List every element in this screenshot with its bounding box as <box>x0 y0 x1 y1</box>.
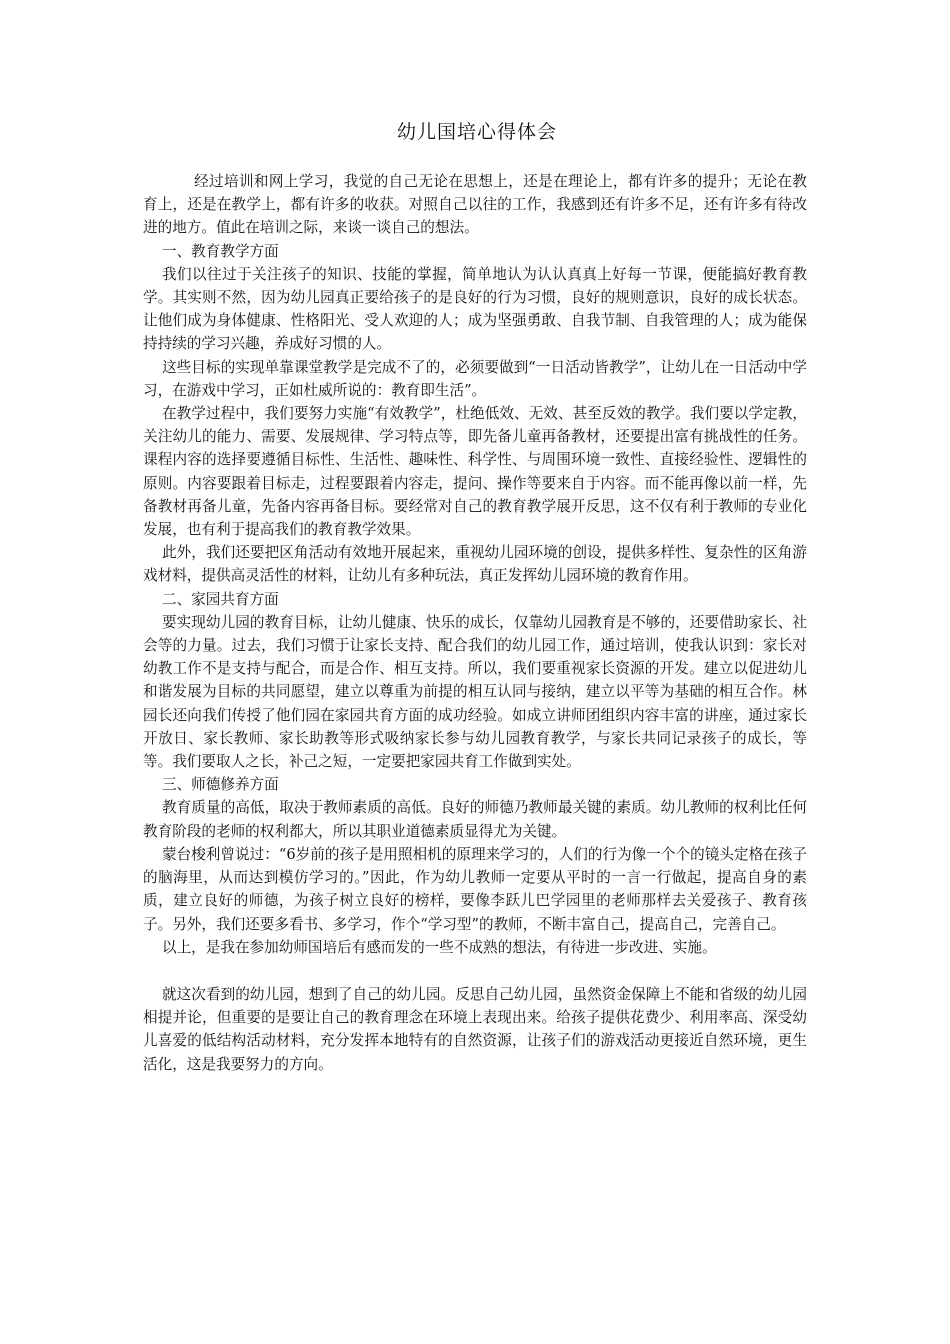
paragraph-gap <box>143 959 807 983</box>
document-body <box>143 170 807 1076</box>
paragraph: 蒙台梭利曾说过：“6岁前的孩子是用照相机的原理来学习的，人们的行为像一个个的镜头定格在孩子的脑海里，从而达到模仿学习的。”因此，作为幼儿教师一定要从平时的一言一行做起，提高自身的素质，建立良好的师德，为孩子树立良好的榜样，要像李跃儿巴学园里的老师那样去关爱孩子、教育孩子。另外，我们还要多看书、多学习，作个“学习型”的教师，不断丰富自己，提高自己，完善自己。 <box>143 845 807 933</box>
paragraph: 在教学过程中，我们要努力实施“有效教学”，杜绝低效、无效、甚至反效的教学。我们要以学定教，关注幼儿的能力、需要、发展规律、学习特点等，即先备儿童再备教材，还要提出富有挑战性的任务。课程内容的选择要遵循目标性、生活性、趣味性、科学性、与周围环境一致性、直接经验性、逻辑性的原则。内容要跟着目标走，过程要跟着内容走，提问、操作等要来自于内容。而不能再像以前一样，先备教材再备儿童，先备内容再备目标。要经常对自己的教育教学展开反思，这不仅有利于教师的专业化发展，也有利于提高我们的教育教学效果。 <box>143 405 807 539</box>
paragraph: 这些目标的实现单靠课堂教学是完成不了的，必须要做到“一日活动皆教学”，让幼儿在一日活动中学习，在游戏中学习，正如杜威所说的：教育即生活”。 <box>143 358 807 399</box>
paragraph: 教育质量的高低，取决于教师素质的高低。良好的师德乃教师最关键的素质。幼儿教师的权利比任何教育阶段的老师的权利都大，所以其职业道德素质显得尤为关键。 <box>143 799 807 840</box>
document-page <box>143 118 807 1076</box>
paragraph: 要实现幼儿园的教育目标，让幼儿健康、快乐的成长，仅靠幼儿园教育是不够的，还要借助家长、社会等的力量。过去，我们习惯于让家长支持、配合我们的幼儿园工作，通过培训，使我认识到：家长对幼教工作不是支持与配合，而是合作、相互支持。所以，我们要重视家长资源的开发。建立以促进幼儿和谐发展为目标的共同愿望，建立以尊重为前提的相互认同与接纳，建立以平等为基础的相互合作。林园长还向我们传授了他们园在家园共育方面的成功经验。如成立讲师团组织内容丰富的讲座，通过家长开放日、家长教师、家长助教等形式吸纳家长参与幼儿园教育教学，与家长共同记录孩子的成长，等等。我们要取人之长，补己之短，一定要把家园共育工作做到实处。 <box>143 613 807 771</box>
paragraph: 以上，是我在参加幼师国培后有感而发的一些不成熟的想法，有待进一步改进、实施。 <box>161 938 717 956</box>
paragraph: 我们以往过于关注孩子的知识、技能的掌握，简单地认为认认真真上好每一节课，便能搞好教育教学。其实则不然，因为幼儿园真正要给孩子的是良好的行为习惯，良好的规则意识，良好的成长状态。让他们成为身体健康、性格阳光、受人欢迎的人；成为坚强勇敢、自我节制、自我管理的人；成为能保持持续的学习兴趣，养成好习惯的人。 <box>143 265 807 353</box>
section-heading-home-school: 二、家园共育方面 <box>161 590 279 608</box>
paragraph: 此外，我们还要把区角活动有效地开展起来，重视幼儿园环境的创设，提供多样性、复杂性的区角游戏材料，提供高灵活性的材料，让幼儿有多种玩法，真正发挥幼儿园环境的教育作用。 <box>143 544 807 585</box>
section-heading-teaching: 一、教育教学方面 <box>161 242 279 260</box>
intro-paragraph: 经过培训和网上学习，我觉的自己无论在思想上，还是在理论上，都有许多的提升；无论在教育上，还是在教学上，都有许多的收获。对照自己以往的工作，我感到还有许多不足，还有许多有待改进的地方。值此在培训之际，来谈一谈自己的想法。 <box>143 173 807 237</box>
section-heading-ethics: 三、师德修养方面 <box>161 776 279 794</box>
closing-paragraph: 就这次看到的幼儿园，想到了自己的幼儿园。反思自己幼儿园，虽然资金保障上不能和省级的幼儿园相提并论，但重要的是要让自己的教育理念在环境上表现出来。给孩子提供花费少、利用率高、深受幼儿喜爱的低结构活动材料，充分发挥本地特有的自然资源，让孩子们的游戏活动更接近自然环境，更生活化，这是我要努力的方向。 <box>143 985 807 1073</box>
document-title: 幼儿国培心得体会 <box>396 121 557 143</box>
